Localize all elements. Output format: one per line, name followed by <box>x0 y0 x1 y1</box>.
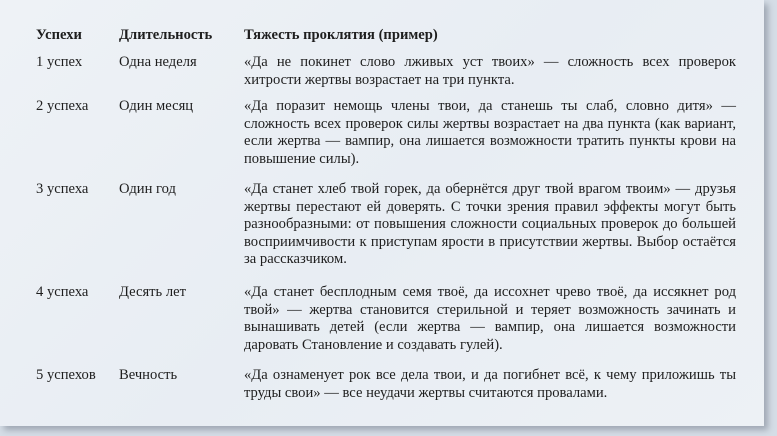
row-severity: «Да станет бесплодным семя твоё, да иссохнет чрево твоё, да иссякнет род твой» — жертва становится стерильной и теряет возможность зачинать и вынашивать детей (если жертва — вампир, она лишается возможности даровать Становление и создавать гулей). <box>244 284 736 353</box>
row-successes: 4 успеха <box>36 284 89 300</box>
header-duration: Длительность <box>119 27 213 43</box>
row-duration: Один месяц <box>119 98 194 114</box>
header-severity: Тяжесть проклятия (пример) <box>244 27 438 43</box>
row-successes: 2 успеха <box>36 98 89 114</box>
row-severity: «Да не покинет слово лживых уст твоих» — сложность всех проверок хитрости жертвы возрастает на три пункта. <box>244 54 736 88</box>
row-successes: 3 успеха <box>36 181 89 197</box>
row-severity: «Да поразит немощь члены твои, да станешь ты слаб, словно дитя» — сложность всех проверок силы жертвы возрастает на два пункта (как вариант, если жертва — вампир, она лишается возможности тратить пункты крови на повышение силы). <box>244 98 736 167</box>
row-severity: «Да станет хлеб твой горек, да обернётся друг твой врагом твоим» — друзья жертвы перестают ей доверять. С точки зрения правил эффекты могут быть разнообразными: от повышения сложности социальных проверок до большей восприимчивости к приступам ярости в присутствии жертвы. Выбор остаётся за рассказчиком. <box>244 181 736 268</box>
header-successes: Успехи <box>36 27 82 43</box>
row-duration: Один год <box>119 181 176 197</box>
row-successes: 5 успехов <box>36 367 96 383</box>
row-severity: «Да ознаменует рок все дела твои, и да погибнет всё, к чему приложишь ты труды свои» — все неудачи жертвы считаются провалами. <box>244 367 736 401</box>
row-duration: Десять лет <box>119 284 186 300</box>
row-successes: 1 успех <box>36 54 83 70</box>
row-duration: Одна неделя <box>119 54 197 70</box>
row-duration: Вечность <box>119 367 178 383</box>
